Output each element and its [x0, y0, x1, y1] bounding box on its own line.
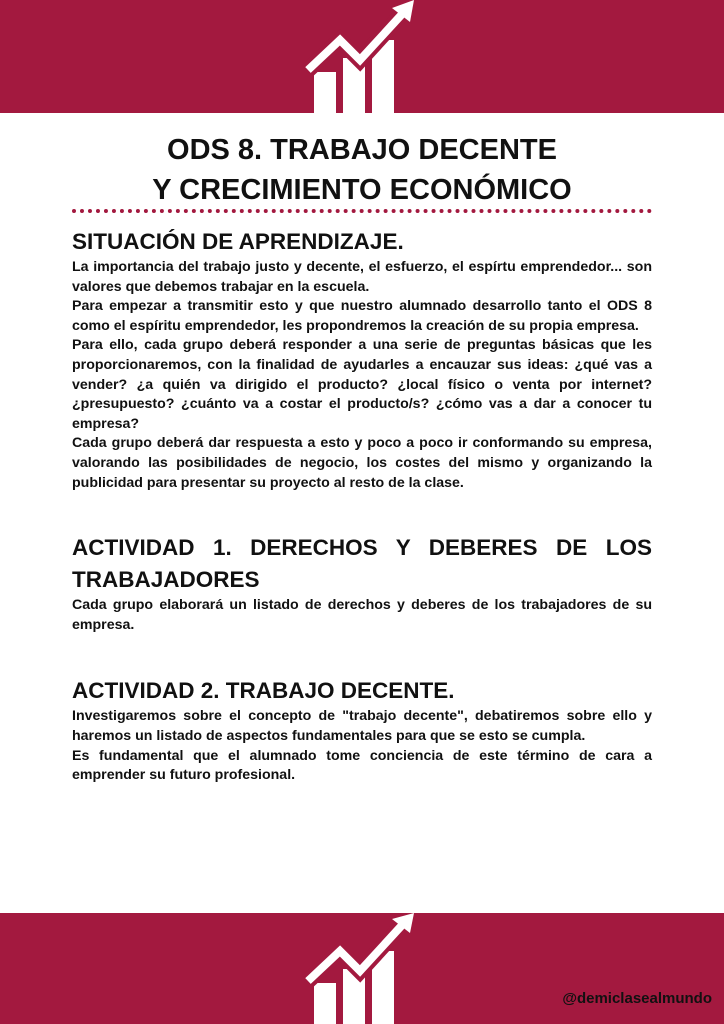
- actividad1-paragraph: Cada grupo elaborará un listado de derechos y deberes de los trabajadores de su empresa.: [72, 597, 652, 633]
- actividad2-paragraph: Investigaremos sobre el concepto de "trabajo decente", debatiremos sobre ello y haremos un listado de aspectos fundamentales para que se esto se cumpla.: [72, 708, 652, 744]
- spacer: [72, 493, 652, 532]
- spacer: [72, 635, 652, 675]
- page-title: [72, 130, 652, 210]
- growth-chart-icon: [300, 913, 420, 1024]
- dotted-divider: [72, 209, 652, 213]
- actividad2-paragraph: Es fundamental que el alumnado tome conciencia de este término de cara a emprender su futuro profesional.: [72, 747, 652, 784]
- situacion-paragraph: Cada grupo deberá dar respuesta a esto y poco a poco ir conformando su empresa, valorando las posibilidades de negocio, los costes del mismo y organizando la publicidad para presentar su proyecto al resto de la clase.: [72, 435, 652, 491]
- social-handle: @demiclasealmundo: [562, 990, 712, 1007]
- title-line-2: Y CRECIMIENTO ECONÓMICO: [152, 174, 572, 206]
- situacion-heading: SITUACIÓN DE APRENDIZAJE.: [72, 229, 404, 254]
- actividad1-heading: ACTIVIDAD 1. DERECHOS Y DEBERES DE LOS TRABAJADORES: [72, 535, 652, 593]
- growth-chart-icon: [300, 0, 420, 113]
- main-content: [72, 226, 652, 786]
- situacion-paragraph: La importancia del trabajo justo y decente, el esfuerzo, el espírtu emprendedor... son valores que debemos trabajar en la escuela.: [72, 259, 652, 295]
- actividad2-heading: ACTIVIDAD 2. TRABAJO DECENTE.: [72, 678, 455, 704]
- situacion-paragraph: Para empezar a transmitir esto y que nuestro alumnado desarrollo tanto el ODS 8 como el espíritu emprendedor, les propondremos la creación de su propia empresa.: [72, 298, 652, 334]
- situacion-paragraph: Para ello, cada grupo deberá responder a una serie de preguntas básicas que les proporcionaremos, con la finalidad de ayudarles a encauzar sus ideas: ¿qué vas a vender? ¿a quién va dirigido el producto? ¿local físico o venta por internet? ¿presupuesto? ¿cuánto va a costar el producto/s? ¿cómo vas a dar a conocer tu empresa?: [72, 337, 652, 432]
- title-line-1: ODS 8. TRABAJO DECENTE: [167, 134, 557, 166]
